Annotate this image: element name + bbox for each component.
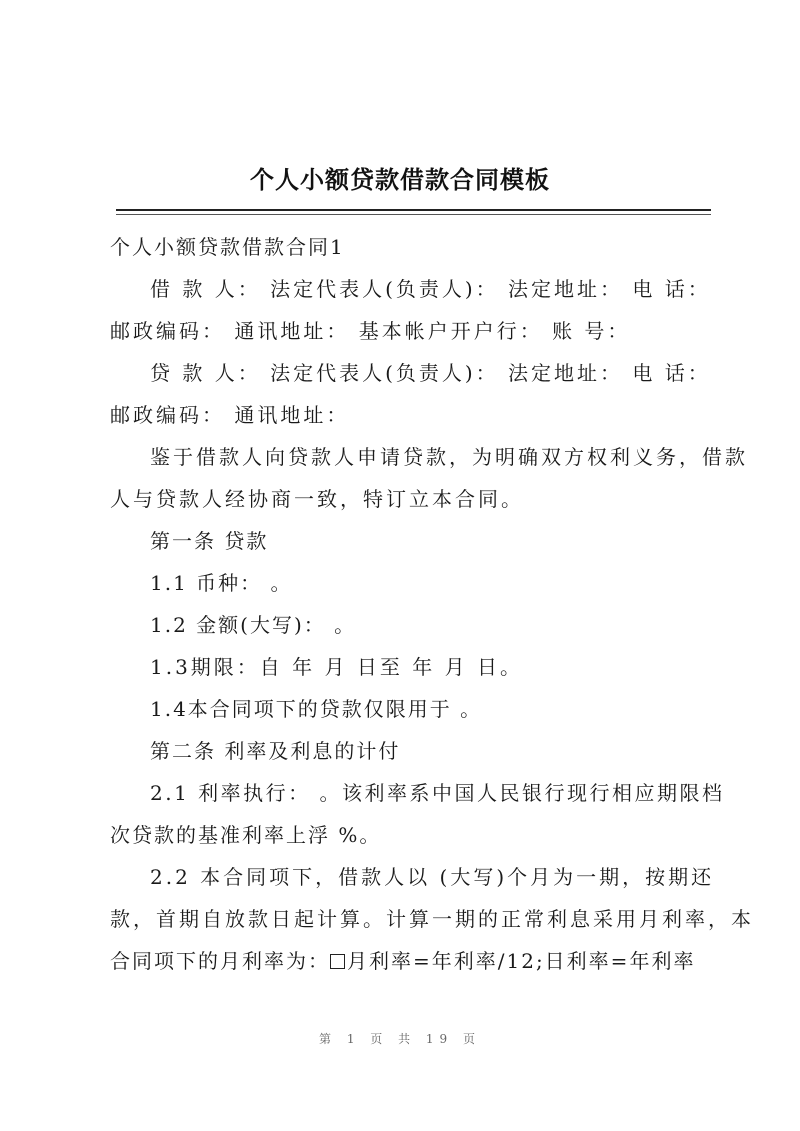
preamble-line-2: 人与贷款人经协商一致，特订立本合同。 <box>110 487 524 511</box>
clause-1-2: 1.2 金额(大写)： 。 <box>150 613 357 637</box>
clause-1-4: 1.4本合同项下的贷款仅限用于 。 <box>150 697 483 721</box>
article-1-heading: 第一条 贷款 <box>150 529 269 553</box>
clause-1-1: 1.1 币种： 。 <box>150 571 293 595</box>
title-divider-thin <box>116 214 711 215</box>
clause-2-2-line-2: 款，首期自放款日起计算。计算一期的正常利息采用月利率，本 <box>110 907 754 931</box>
clause-2-2-formula: 月利率=年利率/12;日利率=年利率 <box>347 949 696 973</box>
lender-contact-line: 邮政编码： 通讯地址： <box>110 403 350 427</box>
clause-1-3: 1.3期限：自 年 月 日至 年 月 日。 <box>150 655 523 679</box>
clause-2-1-line-1: 2.1 利率执行： 。该利率系中国人民银行现行相应期限档 <box>150 781 725 805</box>
document-title: 个人小额贷款借款合同模板 <box>250 165 550 194</box>
checkbox-icon <box>330 954 345 969</box>
clause-2-2-line-1: 2.2 本合同项下，借款人以 (大写)个月为一期，按期还 <box>150 865 715 889</box>
page-number-footer: 第 1 页 共 19 页 <box>319 1032 481 1046</box>
borrower-line: 借 款 人： 法定代表人(负责人)： 法定地址： 电 话： <box>150 277 711 301</box>
article-2-heading: 第二条 利率及利息的计付 <box>150 739 401 763</box>
title-divider <box>116 209 711 211</box>
clause-2-2-line-3-text: 合同项下的月利率为： <box>110 949 330 973</box>
section-heading: 个人小额贷款借款合同1 <box>110 235 345 259</box>
borrower-contact-line: 邮政编码： 通讯地址： 基本帐户开户行： 账 号： <box>110 319 631 343</box>
clause-2-2-line-3 <box>110 947 695 975</box>
lender-line: 贷 款 人： 法定代表人(负责人)： 法定地址： 电 话： <box>150 361 711 385</box>
clause-2-1-line-2: 次贷款的基准利率上浮 %。 <box>110 823 382 847</box>
preamble-line-1: 鉴于借款人向贷款人申请贷款，为明确双方权利义务，借款 <box>150 445 748 469</box>
